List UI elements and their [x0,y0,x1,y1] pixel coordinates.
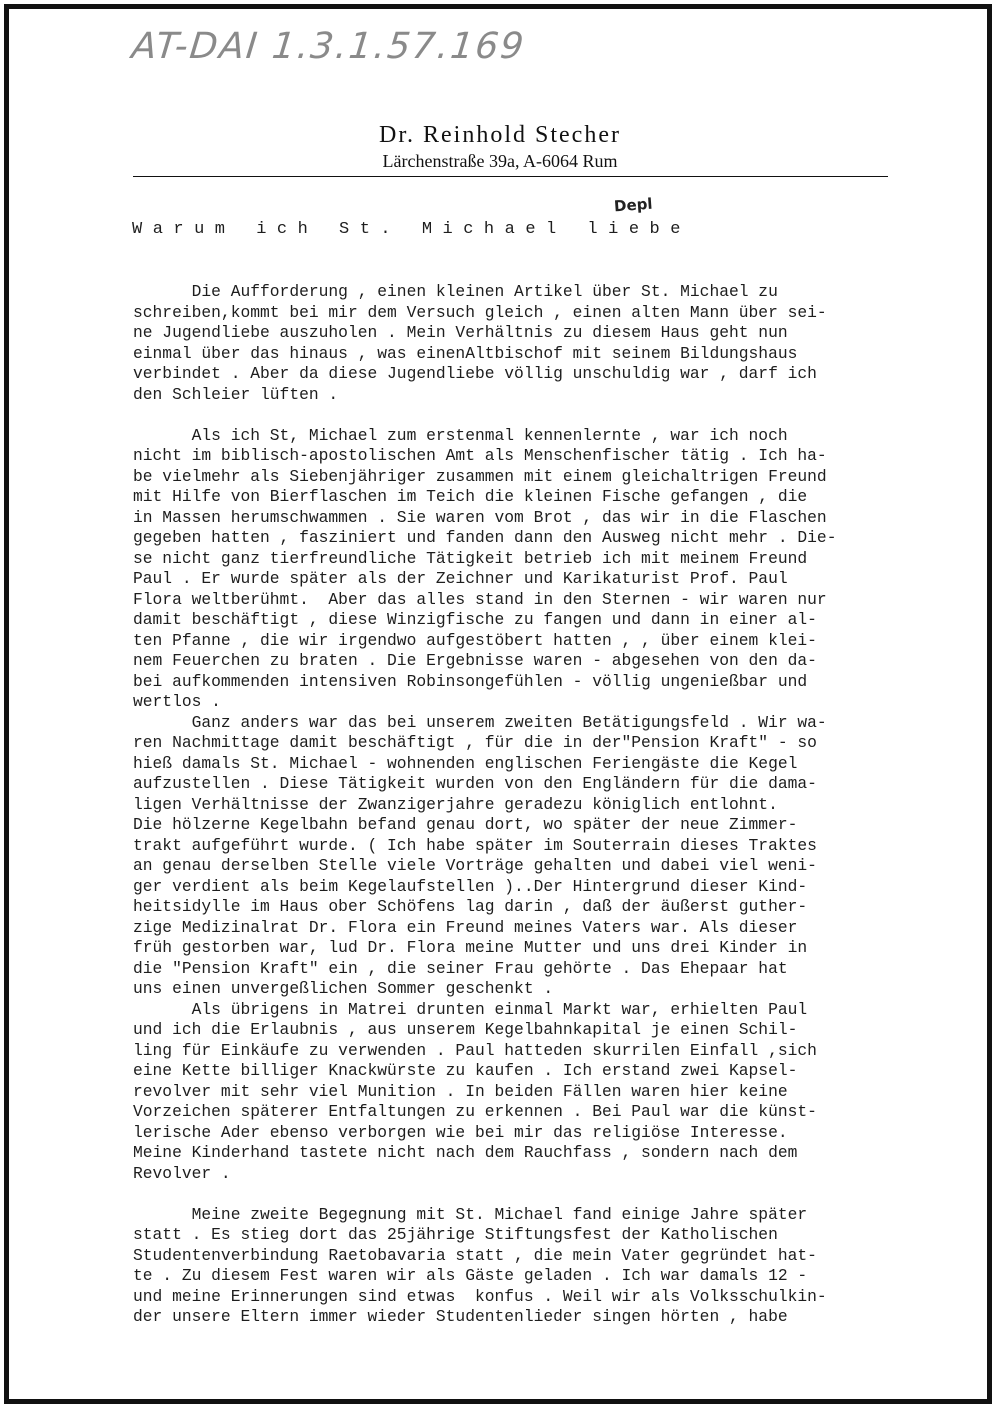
body-line: revolver mit sehr viel Munition . In beiden Fällen waren hier keine [133,1081,788,1101]
body-line: mit Hilfe von Bierflaschen im Teich die kleinen Fische gefangen , die [133,487,808,506]
paragraph-gap [133,405,968,426]
body-line: den Schleier lüften . [133,384,339,404]
body-line: wertlos . [133,692,221,711]
body-line: früh gestorben war, lud Dr. Flora meine Mutter und uns drei Kinder in [133,938,808,957]
body-line: lerische Ader ebenso verborgen wie bei mir das religiöse Interesse. [133,1122,788,1142]
body-line: in Massen herumschwammen . Sie waren vom Brot , das wir in die Flaschen [133,507,827,527]
body-line: ten Pfanne , die wir irgendwo aufgestöbert hatten , , über einem klei- [133,630,817,650]
body-line: Meine Kinderhand tastete nicht nach dem Rauchfass , sondern nach dem [133,1143,798,1162]
document-title: Warum ich St. Michael liebe [132,220,691,239]
body-line: der unsere Eltern immer wieder Studentenlieder singen hörten , habe [133,1307,788,1326]
letterhead-address: Lärchenstraße 39a, A-6064 Rum [382,151,618,171]
body-line: Meine zweite Begegnung mit St. Michael fand einige Jahre später [133,1204,808,1224]
body-line: und meine Erinnerungen sind etwas konfus . Weil wir als Volksschulkin- [133,1286,827,1306]
body-line: nicht im biblisch-apostolischen Amt als Menschenfischer tätig . Ich ha- [133,446,827,465]
body-line: aufzustellen . Diese Tätigkeit wurden von den Engländern für die dama- [133,774,817,793]
body-line: te . Zu diesem Fest waren wir als Gäste geladen . Ich war damals 12 - [133,1266,808,1285]
body-line: bei aufkommenden intensiven Robinsongefühlen - völlig ungenießbar und [133,671,808,691]
body-line: uns einen unvergeßlichen Sommer geschenkt . [133,979,554,998]
body-line: Vorzeichen späterer Entfaltungen zu erkennen . Bei Paul war die künst- [133,1102,817,1121]
body-line: Als ich St, Michael zum erstenmal kennenlernte , war ich noch [133,425,788,445]
body-line: statt . Es stieg dort das 25jährige Stiftungsfest der Katholischen [133,1225,778,1244]
body-line: Die hölzerne Kegelbahn befand genau dort, wo später der neue Zimmer- [133,815,798,834]
body-line: ling für Einkäufe zu verwenden . Paul hatteden skurrilen Einfall ,sich [133,1040,817,1060]
body-line: trakt aufgeführt wurde. ( Ich habe später im Souterrain dieses Traktes [133,835,817,855]
letter-body [133,282,968,1328]
letterhead-name: Dr. Reinhold Stecher [379,122,621,148]
body-line: ne Jugendliebe auszuholen . Mein Verhältnis zu diesem Haus geht nun [133,323,788,342]
body-line: die "Pension Kraft" ein , die seiner Frau gehörte . Das Ehepaar hat [133,958,788,978]
body-line: Paul . Er wurde später als der Zeichner und Karikaturist Prof. Paul [133,569,788,588]
archive-reference: AT-DAI 1.3.1.57.169 [129,26,528,67]
body-line: be vielmehr als Siebenjähriger zusammen mit einem gleichaltrigen Freund [133,466,827,486]
body-line: und ich die Erlaubnis , aus unserem Kegelbahnkapital je einen Schil- [133,1020,798,1039]
paragraph-gap [133,1184,968,1205]
body-line: ger verdient als beim Kegelaufstellen )..Der Hintergrund dieser Kind- [133,876,808,896]
body-line: Ganz anders war das bei unserem zweiten Betätigungsfeld . Wir wa- [133,712,827,732]
body-line: damit beschäftigt , diese Winzigfische zu fangen und dann in einer al- [133,610,817,629]
body-line: eine Kette billiger Knackwürste zu kaufen . Ich erstand zwei Kapsel- [133,1061,798,1080]
body-line: nem Feuerchen zu braten . Die Ergebnisse waren - abgesehen von den da- [133,651,817,670]
body-line: an genau derselben Stelle viele Vorträge gehalten und dabei viel weni- [133,856,817,875]
body-line: Die Aufforderung , einen kleinen Artikel über St. Michael zu [133,282,778,301]
body-line: hieß damals St. Michael - wohnenden englischen Feriengäste die Kegel [133,753,798,773]
body-line: ligen Verhältnisse der Zwanzigerjahre geradezu königlich entlohnt. [133,794,778,814]
handwritten-annotation: Depl [613,194,654,216]
body-line: Flora weltberühmt. Aber das alles stand in den Sternen - wir waren nur [133,589,827,609]
body-line: Als übrigens in Matrei drunten einmal Markt war, erhielten Paul [133,999,808,1019]
body-line: Revolver . [133,1163,231,1183]
body-line: heitsidylle im Haus ober Schöfens lag darin , daß der äußerst guther- [133,897,808,916]
letterhead-rule [133,176,888,177]
body-line: se nicht ganz tierfreundliche Tätigkeit betrieb ich mit meinem Freund [133,548,808,568]
body-line: schreiben,kommt bei mir dem Versuch gleich , einen alten Mann über sei- [133,302,827,322]
body-line: Studentenverbindung Raetobavaria statt , die mein Vater gegründet hat- [133,1245,817,1265]
body-line: gegeben hatten , fasziniert und fanden dann den Ausweg nicht mehr . Die- [133,528,837,547]
body-line: ren Nachmittage damit beschäftigt , für die in der"Pension Kraft" - so [133,733,817,752]
body-line: zige Medizinalrat Dr. Flora ein Freund meines Vaters war. Als dieser [133,917,798,937]
body-line: einmal über das hinaus , was einenAltbischof mit seinem Bildungshaus [133,343,798,363]
body-line: verbindet . Aber da diese Jugendliebe völlig unschuldig war , darf ich [133,364,817,383]
